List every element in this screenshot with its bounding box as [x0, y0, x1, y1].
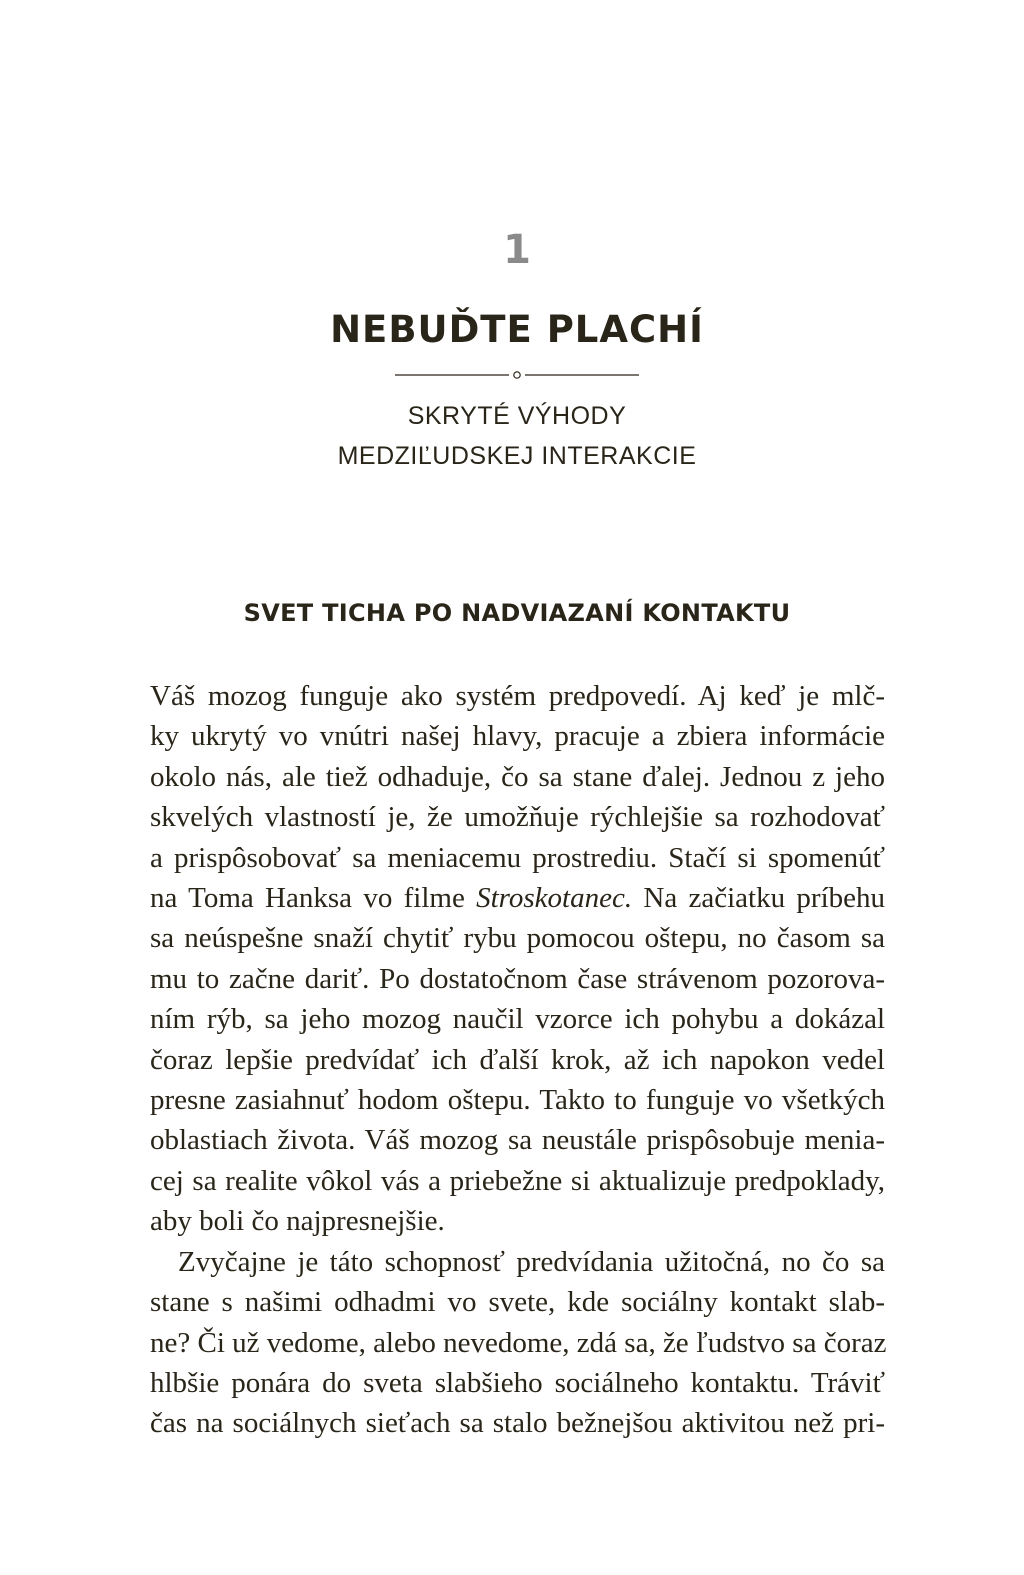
chapter-subtitle — [0, 396, 1024, 476]
text-line: Váš mozog funguje ako systém predpovedí. Aj keď je mlč- — [150, 680, 885, 712]
section-heading: SVET TICHA PO NADVIAZANÍ KONTAKTU — [243, 599, 791, 627]
text-line: skvelých vlastností je, že umožňuje rýchlejšie sa rozhodovať — [150, 801, 885, 834]
text-line: ky ukrytý vo vnútri našej hlavy, pracuje a zbiera informácie — [150, 720, 885, 753]
body-text — [150, 676, 885, 1444]
text-line: stane s našimi odhadmi vo svete, kde sociálny kontakt slab- — [150, 1286, 885, 1319]
text-line: cej sa realite vôkol vás a priebežne si aktualizuje predpoklady, — [150, 1164, 885, 1197]
text-line — [150, 878, 885, 918]
text-line: čoraz lepšie predvídať ich ďalší krok, až ich napokon vedel — [150, 1043, 885, 1076]
text-line: ním rýb, sa jeho mozog naučil vzorce ich pohybu a dokázal — [150, 1003, 885, 1036]
paragraph-1 — [150, 676, 885, 1242]
text-line: aby boli čo najpresnejšie. — [150, 1205, 445, 1238]
subtitle-line-1: SKRYTÉ VÝHODY — [407, 402, 627, 430]
subtitle-line-2: MEDZIĽUDSKEJ INTERAKCIE — [337, 442, 697, 470]
text-line: oblastiach života. Váš mozog sa neustále prispôsobuje menia- — [150, 1124, 885, 1157]
paragraph-2 — [150, 1242, 885, 1444]
text-line: čas na sociálnych sieťach sa stalo bežnejšou aktivitou než pri- — [150, 1407, 885, 1440]
text-line: a prispôsobovať sa meniacemu prostrediu. Stačí si spomenúť — [150, 841, 885, 874]
chapter-number: 1 — [503, 227, 531, 273]
text-line: sa neúspešne snaží chytiť rybu pomocou oštepu, no časom sa — [150, 922, 885, 955]
text-line: ne? Či už vedome, alebo nevedome, zdá sa, že ľudstvo sa čoraz — [150, 1326, 887, 1359]
text-line: Zvyčajne je táto schopnosť predvídania užitočná, no čo sa — [178, 1245, 885, 1278]
text-line: okolo nás, ale tiež odhaduje, čo sa stane ďalej. Jednou z jeho — [150, 760, 885, 793]
ornament-divider — [395, 368, 639, 382]
film-title: Stroskotanec. — [476, 882, 633, 915]
chapter-title: NEBUĎTE PLACHÍ — [330, 308, 704, 351]
text-line: presne zasiahnuť hodom oštepu. Takto to funguje vo všetkých — [150, 1084, 885, 1117]
text-line: hlbšie ponára do sveta slabšieho sociálneho kontaktu. Tráviť — [150, 1366, 885, 1399]
text-segment: Na začiatku príbehu — [632, 882, 885, 915]
text-line: mu to začne dariť. Po dostatočnom čase strávenom pozorova- — [150, 962, 885, 995]
text-segment: na Toma Hanksa vo filme — [150, 882, 477, 915]
